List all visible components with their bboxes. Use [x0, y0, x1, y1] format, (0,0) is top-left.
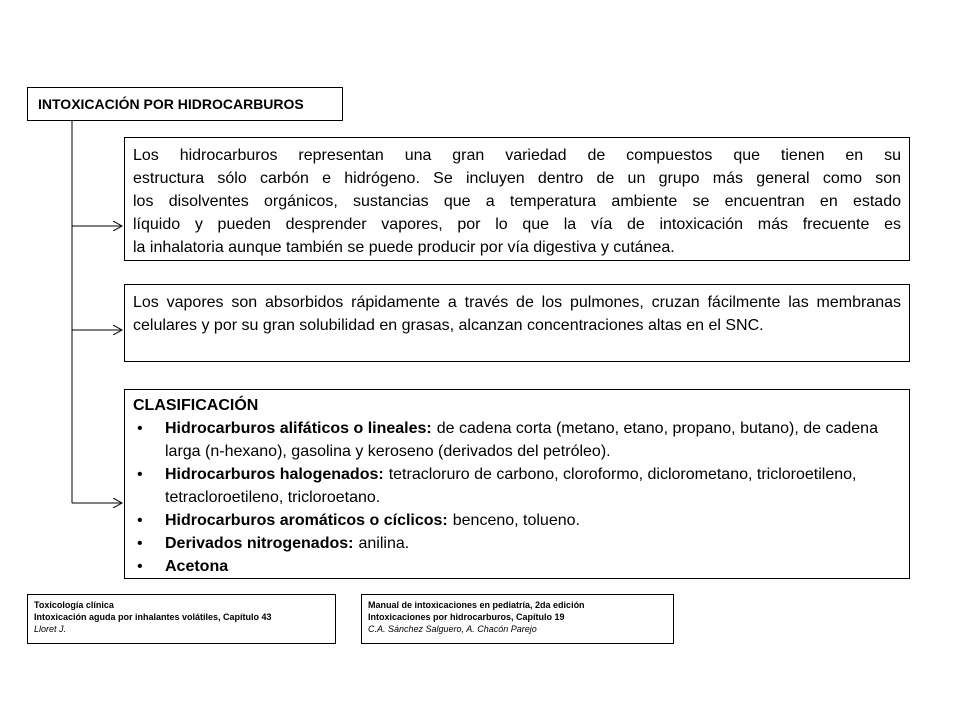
bullet-icon: •	[137, 512, 143, 529]
classification-name: Derivados nitrogenados:	[165, 535, 354, 552]
reference-book: Toxicología clínica	[34, 600, 114, 610]
classification-item	[133, 509, 901, 532]
reference-box-2	[361, 594, 674, 644]
classification-item	[133, 555, 901, 578]
bullet-icon: •	[137, 420, 143, 437]
classification-detail: benceno, tolueno.	[452, 512, 580, 529]
reference-book: Manual de intoxicaciones en pediatría, 2da edición	[368, 600, 585, 610]
absorption-box	[124, 284, 910, 362]
classification-item	[133, 532, 901, 555]
classification-box	[124, 389, 910, 579]
intro-line: los disolventes orgánicos, sustancias que a temperatura ambiente se encuentran en estado	[133, 193, 901, 210]
classification-detail: tetracloruro de carbono, cloroformo, diclorometano, tricloroetileno, tetracloroetileno, tricloroetano.	[165, 466, 857, 506]
bullet-icon: •	[137, 466, 143, 483]
bullet-icon: •	[137, 558, 143, 575]
reference-authors: C.A. Sánchez Salguero, A. Chacón Parejo	[368, 624, 537, 634]
absorption-text: Los vapores son absorbidos rápidamente a través de los pulmones, cruzan fácilmente las membranas celulares y por su gran solubilidad en grasas, alcanzan concentraciones altas en el SNC.	[133, 294, 901, 334]
page-title: INTOXICACIÓN POR HIDROCARBUROS	[38, 96, 304, 112]
intro-text	[133, 144, 901, 259]
intro-line: la inhalatoria aunque también se puede producir por vía digestiva y cutánea.	[133, 239, 675, 256]
intro-line: estructura sólo carbón e hidrógeno. Se incluyen dentro de un grupo más general como son	[133, 170, 901, 187]
intro-box	[124, 137, 910, 261]
classification-heading: CLASIFICACIÓN	[133, 397, 259, 414]
classification-name: Hidrocarburos halogenados:	[165, 466, 384, 483]
classification-name: Hidrocarburos alifáticos o lineales:	[165, 420, 432, 437]
title-box	[27, 87, 343, 121]
classification-detail: anilina.	[358, 535, 410, 552]
intro-line: Los hidrocarburos representan una gran variedad de compuestos que tienen en su	[133, 147, 901, 164]
bullet-icon: •	[137, 535, 143, 552]
classification-detail: de cadena corta (metano, etano, propano, butano), de cadena larga (n-hexano), gasolina y keroseno (derivados del petróleo).	[165, 420, 878, 460]
classification-item	[133, 463, 901, 509]
intro-line: líquido y pueden desprender vapores, por lo que la vía de intoxicación más frecuente es	[133, 216, 901, 233]
reference-authors: Lloret J.	[34, 624, 67, 634]
classification-name: Acetona	[165, 558, 229, 575]
classification-list	[133, 417, 901, 578]
classification-name: Hidrocarburos aromáticos o cíclicos:	[165, 512, 448, 529]
reference-chapter: Intoxicación aguda por inhalantes volátiles, Capítulo 43	[34, 612, 272, 622]
reference-box-1	[27, 594, 336, 644]
reference-chapter: Intoxicaciones por hidrocarburos, Capítulo 19	[368, 612, 565, 622]
classification-item	[133, 417, 901, 463]
